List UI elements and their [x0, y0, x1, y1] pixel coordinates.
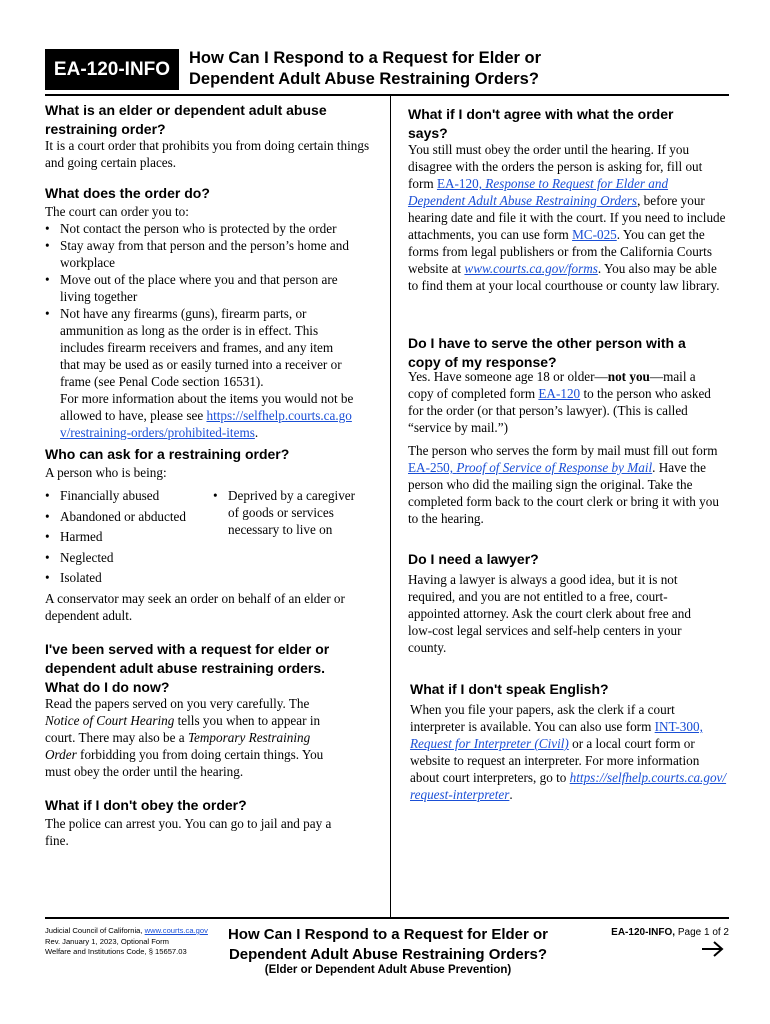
- heading-need-lawyer: Do I need a lawyer?: [408, 551, 539, 567]
- text-run: , before your hearing date and file it with the court. If you need to include attachments, you can use form: [408, 193, 726, 242]
- prohibited-items-link[interactable]: https://selfhelp.courts.ca.gov/restraining-orders/prohibited-items: [60, 408, 352, 440]
- who-can-ask-intro: A person who is being:: [45, 465, 167, 480]
- heading-serve-response: [408, 334, 730, 372]
- list-item: • Isolated: [45, 569, 205, 586]
- text-run: . Have the person who did the mailing sign the original. Take the completed form back to the court clerk or bring it with you to the hearing.: [408, 460, 719, 526]
- link-text[interactable]: Request for Interpreter (Civil): [410, 736, 569, 751]
- heading-dont-obey: What if I don't obey the order?: [45, 797, 247, 813]
- heading-line: restraining order?: [45, 121, 166, 137]
- ea-120-link[interactable]: EA-120: [538, 386, 581, 401]
- heading-what-is-order: [45, 101, 385, 139]
- prohibited-items-intro: For more information about the items you would not be allowed to have, please see: [60, 391, 354, 423]
- footer-line: Welfare and Institutions Code, § 15657.03: [45, 947, 187, 956]
- not-you-emphasis: not you: [607, 369, 650, 384]
- page-title-line-2: Dependent Adult Abuse Restraining Orders?: [189, 70, 539, 88]
- link-text[interactable]: Proof of Service of Response by Mail: [456, 460, 653, 475]
- firearms-text: Not have any firearms (guns), firearm parts, or ammunition as long as the order is in effect. This includes firearm receivers and frames, and any item that may be used as or easily turned into a receiver or frame (see Penal Code section 16531).: [60, 306, 342, 389]
- link-text[interactable]: EA-120,: [436, 176, 482, 191]
- what-is-order-text: It is a court order that prohibits you from doing certain things and going certain places.: [45, 138, 370, 170]
- list-item: • Neglected: [45, 549, 205, 566]
- text-run: —mail a copy of completed form: [408, 369, 696, 401]
- footer-form-id: EA-120-INFO,: [611, 927, 676, 938]
- notice-of-hearing-title: Notice of Court Hearing: [45, 713, 175, 728]
- heading-line: says?: [408, 125, 448, 141]
- text-run: You still must obey the order until the hearing. If you disagree with the orders the person is asking for, fill out form: [408, 142, 703, 191]
- heading-line: I've been served with a request for elder or: [45, 641, 330, 657]
- text-run: tells you when to appear in court. There may also be a: [45, 713, 321, 745]
- list-item: [45, 305, 355, 441]
- link-text[interactable]: Response to Request for Elder and Dependent Adult Abuse Restraining Orders: [408, 176, 669, 208]
- order-effects-list: [45, 220, 355, 441]
- dont-obey-text: The police can arrest you. You can go to jail and pay a fine.: [45, 816, 332, 848]
- text-run: forbidding you from doing certain things. You must obey the order until the hearing.: [45, 747, 324, 779]
- mc-025-link[interactable]: MC-025: [572, 227, 617, 242]
- list-item: • Financially abused: [45, 487, 205, 504]
- column-divider: [390, 96, 391, 918]
- what-order-does-intro: The court can order you to:: [45, 204, 189, 219]
- page-title-line-1: How Can I Respond to a Request for Elder or: [189, 49, 542, 67]
- link-text[interactable]: INT-300,: [654, 719, 703, 734]
- temporary-restraining-order-title: Temporary Restraining Order: [45, 730, 311, 762]
- heading-line: Do I have to serve the other person with a: [408, 335, 686, 351]
- serve-response-text: [408, 368, 718, 436]
- list-item: • Not contact the person who is protected by the order: [45, 220, 355, 237]
- heading-line: copy of my response?: [408, 354, 557, 370]
- been-served-text: [45, 695, 345, 780]
- victim-types-list-right: [213, 487, 363, 538]
- footer-title: [222, 925, 554, 965]
- footer-line: [45, 926, 220, 937]
- text-run: Yes. Have someone age 18 or older—: [408, 369, 608, 384]
- ea-250-link[interactable]: [408, 460, 652, 475]
- text-run: Read the papers served on you very carefully. The: [45, 696, 310, 711]
- heading-line: dependent adult abuse restraining orders.: [45, 660, 326, 676]
- page-title: [189, 48, 609, 90]
- punctuation: .: [254, 425, 259, 440]
- link-text[interactable]: https://selfhelp.courts.ca.gov/request-interpreter: [410, 770, 727, 802]
- heading-what-order-does: What does the order do?: [45, 185, 210, 201]
- speak-english-text: [410, 701, 730, 803]
- list-item: • Move out of the place where you and that person are living together: [45, 271, 355, 305]
- victim-types-list: [45, 487, 205, 590]
- next-page-arrow-icon: [701, 939, 725, 957]
- footer-subtitle: (Elder or Dependent Adult Abuse Prevention): [264, 964, 512, 976]
- list-item: • Deprived by a caregiver of goods or services necessary to live on: [213, 487, 363, 538]
- footer-title-line: How Can I Respond to a Request for Elder or: [227, 926, 549, 943]
- heading-dont-agree: [408, 105, 730, 143]
- conservator-text: A conservator may seek an order on behalf of an elder or dependent adult.: [45, 591, 345, 623]
- ea-120-response-link[interactable]: [408, 176, 668, 208]
- list-item: • Harmed: [45, 528, 205, 545]
- header-rule: [45, 94, 729, 96]
- list-item: • Abandoned or abducted: [45, 508, 205, 525]
- text-run: to the person who asked for the order (or that person’s lawyer). (This is called “service by mail.”): [408, 386, 711, 435]
- text-run: .: [509, 787, 513, 802]
- courts-website-link[interactable]: www.courts.ca.gov: [144, 926, 208, 935]
- page-indicator: [575, 927, 729, 939]
- link-text[interactable]: EA-250,: [408, 460, 454, 475]
- form-id-badge: EA-120-INFO: [45, 49, 179, 90]
- text-run: The person who serves the form by mail must fill out form: [408, 443, 718, 458]
- text-run: When you file your papers, ask the clerk if a court interpreter is available. You can also use form: [410, 702, 675, 734]
- footer-line: Rev. January 1, 2023, Optional Form: [45, 936, 169, 946]
- dont-agree-text: [408, 141, 728, 294]
- heading-line: What do I do now?: [45, 679, 170, 695]
- need-lawyer-text: Having a lawyer is always a good idea, but it is not required, and you are not entitled to a free, court-appointed attorney. Ask the court clerk about free and low-cost legal services and self-help centers in your county.: [408, 572, 691, 655]
- heading-been-served: [45, 640, 385, 697]
- text-run: Judicial Council of California,: [45, 926, 143, 935]
- proof-of-service-text: [408, 442, 728, 527]
- heading-line: What is an elder or dependent adult abuse: [45, 102, 327, 118]
- footer-citation: [45, 926, 220, 958]
- link-text[interactable]: www.courts.ca.gov/forms: [464, 261, 598, 276]
- text-run: . You also may be able to find them at your local courthouse or county law library.: [408, 261, 720, 293]
- heading-who-can-ask: Who can ask for a restraining order?: [45, 446, 290, 462]
- text-run: . You can get the forms from legal publishers or from the California Courts website at: [408, 227, 712, 276]
- heading-speak-english: What if I don't speak English?: [410, 681, 609, 697]
- courts-forms-link[interactable]: [464, 261, 597, 276]
- heading-line: What if I don't agree with what the order: [408, 106, 674, 122]
- footer-rule: [45, 917, 729, 919]
- list-item: • Stay away from that person and the person’s home and workplace: [45, 237, 355, 271]
- text-run: or a local court form or website to request an interpreter. For more information about court interpreters, go to: [410, 736, 700, 785]
- footer-title-line: Dependent Adult Abuse Restraining Orders?: [228, 946, 548, 963]
- page-number: Page 1 of 2: [677, 927, 729, 938]
